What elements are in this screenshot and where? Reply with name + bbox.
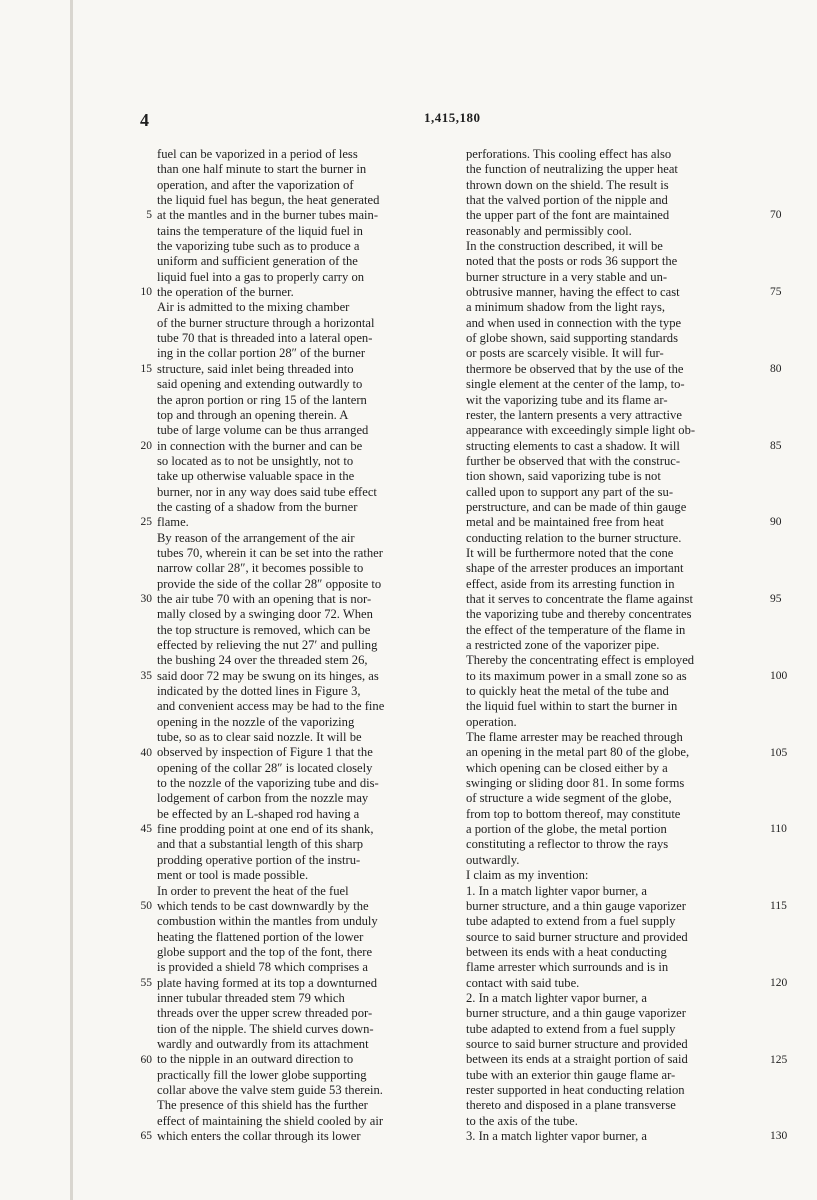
line-number: 40 bbox=[140, 746, 152, 759]
text-line: at the mantles and in the burner tubes main- bbox=[157, 208, 379, 223]
line-number: 100 bbox=[770, 669, 788, 682]
text-line: wardly and outwardly from its attachment bbox=[157, 1036, 369, 1051]
text-line: shape of the arrester produces an important bbox=[466, 561, 684, 576]
text-line: noted that the posts or rods 36 support the bbox=[466, 254, 678, 269]
text-line: In order to prevent the heat of the fuel bbox=[157, 883, 349, 898]
text-line: the upper part of the font are maintained bbox=[466, 208, 670, 223]
text-line: tains the temperature of the liquid fuel in bbox=[157, 223, 363, 238]
text-line: tion of the nipple. The shield curves down- bbox=[157, 1021, 374, 1036]
text-line: thrown down on the shield. The result is bbox=[466, 177, 669, 192]
text-line: which tends to be cast downwardly by the bbox=[157, 898, 369, 913]
text-line: of globe shown, said supporting standards bbox=[466, 331, 678, 346]
text-line: burner structure, and a thin gauge vaporizer bbox=[466, 1006, 686, 1021]
text-line: metal and be maintained free from heat bbox=[466, 515, 664, 530]
line-number: 50 bbox=[140, 900, 152, 913]
line-number: 110 bbox=[770, 823, 787, 836]
line-number: 75 bbox=[770, 286, 782, 299]
line-number: 85 bbox=[770, 439, 782, 452]
text-line: the liquid fuel within to start the burner in bbox=[466, 699, 678, 714]
line-number: 65 bbox=[140, 1130, 152, 1143]
text-line: the operation of the burner. bbox=[157, 285, 294, 300]
text-line: tube, so as to clear said nozzle. It will be bbox=[157, 730, 362, 745]
line-number: 95 bbox=[770, 593, 782, 606]
text-line: structure, said inlet being threaded into bbox=[157, 361, 354, 376]
text-line: a minimum shadow from the light rays, bbox=[466, 300, 666, 315]
text-line: 3. In a match lighter vapor burner, a bbox=[466, 1129, 647, 1143]
line-number: 105 bbox=[770, 746, 788, 759]
text-line: said opening and extending outwardly to bbox=[157, 377, 363, 392]
line-number: 80 bbox=[770, 362, 782, 375]
left-text-column bbox=[157, 147, 455, 1144]
text-line: tubes 70, wherein it can be set into the rather bbox=[157, 545, 383, 560]
text-line: flame arrester which surrounds and is in bbox=[466, 960, 669, 975]
text-line: the top structure is removed, which can be bbox=[157, 622, 371, 637]
text-line: structing elements to cast a shadow. It will bbox=[466, 438, 680, 453]
text-line: appearance with exceedingly simple light ob- bbox=[466, 423, 696, 438]
text-line: plate having formed at its top a downturned bbox=[157, 975, 377, 990]
text-line: 2. In a match lighter vapor burner, a bbox=[466, 990, 647, 1005]
text-line: burner, nor in any way does said tube effect bbox=[157, 484, 377, 499]
line-number: 30 bbox=[140, 593, 152, 606]
text-line: opening in the nozzle of the vaporizing bbox=[157, 714, 355, 729]
text-line: flame. bbox=[157, 515, 189, 530]
text-line: or posts are scarcely visible. It will fur- bbox=[466, 346, 664, 361]
text-line: so located as to not be unsightly, not to bbox=[157, 453, 354, 468]
text-line: of structure a wide segment of the globe, bbox=[466, 791, 672, 806]
line-number: 60 bbox=[140, 1053, 152, 1066]
text-line: which opening can be closed either by a bbox=[466, 760, 668, 775]
text-line: of the burner structure through a horizontal bbox=[157, 315, 375, 330]
text-line: the apron portion or ring 15 of the lantern bbox=[157, 392, 367, 407]
text-line: a restricted zone of the vaporizer pipe. bbox=[466, 638, 660, 652]
text-line: from top to bottom thereof, may constitute bbox=[466, 806, 681, 821]
text-line: reasonably and permissibly cool. bbox=[466, 223, 632, 238]
text-line: the air tube 70 with an opening that is nor- bbox=[157, 591, 372, 606]
text-line: called upon to support any part of the su- bbox=[466, 484, 674, 499]
line-number: 55 bbox=[140, 976, 152, 989]
text-line: By reason of the arrangement of the air bbox=[157, 530, 355, 545]
text-line: perforations. This cooling effect has also bbox=[466, 147, 672, 161]
text-line: the casting of a shadow from the burner bbox=[157, 499, 358, 514]
text-line: threads over the upper screw threaded por- bbox=[157, 1006, 373, 1021]
text-line: take up otherwise valuable space in the bbox=[157, 469, 355, 484]
text-line: to quickly heat the metal of the tube and bbox=[466, 684, 669, 699]
page-edge-shadow bbox=[70, 0, 73, 1200]
text-line: effect, aside from its arresting function in bbox=[466, 576, 675, 591]
text-line: opening of the collar 28″ is located closely bbox=[157, 760, 373, 775]
text-line: to the nipple in an outward direction to bbox=[157, 1052, 354, 1067]
text-line: constituting a reflector to throw the rays bbox=[466, 837, 669, 852]
line-number: 35 bbox=[140, 669, 152, 682]
text-line: the liquid fuel has begun, the heat generated bbox=[157, 193, 380, 208]
text-line: mally closed by a swinging door 72. When bbox=[157, 607, 373, 622]
text-line: I claim as my invention: bbox=[466, 868, 589, 883]
text-line: rester supported in heat conducting relation bbox=[466, 1082, 685, 1097]
page-number: 4 bbox=[140, 110, 149, 130]
text-line: further be observed that with the construc- bbox=[466, 453, 681, 468]
text-line: contact with said tube. bbox=[466, 975, 580, 990]
text-line: globe support and the top of the font, there bbox=[157, 944, 373, 959]
text-line: heating the flattened portion of the lower bbox=[157, 929, 364, 944]
text-line: tube with an exterior thin gauge flame ar- bbox=[466, 1067, 676, 1082]
text-line: obtrusive manner, having the effect to cast bbox=[466, 285, 680, 300]
text-line: the function of neutralizing the upper heat bbox=[466, 162, 678, 177]
text-line: fuel can be vaporized in a period of less bbox=[157, 147, 358, 161]
text-line: perstructure, and can be made of thin gauge bbox=[466, 499, 687, 514]
text-line: the vaporizing tube such as to produce a bbox=[157, 239, 360, 254]
line-number: 25 bbox=[140, 516, 152, 529]
text-line: that the valved portion of the nipple and bbox=[466, 193, 668, 208]
text-line: source to said burner structure and provided bbox=[466, 1036, 688, 1051]
text-line: burner structure, and a thin gauge vaporizer bbox=[466, 898, 686, 913]
text-line: and that a substantial length of this sharp bbox=[157, 837, 364, 852]
text-line: operation, and after the vaporization of bbox=[157, 177, 354, 192]
text-line: ing in the collar portion 28″ of the burner bbox=[157, 346, 366, 361]
text-line: outwardly. bbox=[466, 852, 520, 867]
line-number: 45 bbox=[140, 823, 152, 836]
line-number: 130 bbox=[770, 1130, 788, 1143]
text-line: is provided a shield 78 which comprises a bbox=[157, 960, 368, 975]
line-number: 90 bbox=[770, 516, 782, 529]
right-text-column bbox=[466, 147, 766, 1144]
text-line: collar above the valve stem guide 53 therein. bbox=[157, 1082, 383, 1097]
text-line: The flame arrester may be reached through bbox=[466, 730, 683, 745]
text-line: combustion within the mantles from unduly bbox=[157, 914, 378, 929]
text-line: single element at the center of the lamp, to- bbox=[466, 377, 685, 392]
text-line: between its ends with a heat conducting bbox=[466, 944, 667, 959]
text-line: conducting relation to the burner structure. bbox=[466, 530, 682, 545]
text-line: the vaporizing tube and thereby concentrates bbox=[466, 607, 692, 622]
text-line: narrow collar 28″, it becomes possible to bbox=[157, 561, 364, 576]
text-line: In the construction described, it will be bbox=[466, 239, 663, 254]
line-number: 10 bbox=[140, 286, 152, 299]
text-line: burner structure in a very stable and un- bbox=[466, 269, 668, 284]
text-line: to the axis of the tube. bbox=[466, 1113, 578, 1128]
text-line: tube of large volume can be thus arranged bbox=[157, 423, 369, 438]
text-line: swinging or sliding door 81. In some forms bbox=[466, 776, 685, 791]
text-line: an opening in the metal part 80 of the globe, bbox=[466, 745, 690, 760]
text-line: rester, the lantern presents a very attractive bbox=[466, 407, 682, 422]
text-line: wit the vaporizing tube and its flame ar- bbox=[466, 392, 668, 407]
text-line: ment or tool is made possible. bbox=[157, 868, 309, 883]
text-line: lodgement of carbon from the nozzle may bbox=[157, 791, 369, 806]
text-line: operation. bbox=[466, 714, 517, 729]
text-line: provide the side of the collar 28″ opposite to bbox=[157, 576, 382, 591]
text-line: fine prodding point at one end of its shank, bbox=[157, 822, 374, 837]
text-line: tion shown, said vaporizing tube is not bbox=[466, 469, 661, 484]
text-line: indicated by the dotted lines in Figure 3, bbox=[157, 684, 361, 699]
text-line: liquid fuel into a gas to properly carry on bbox=[157, 269, 365, 284]
text-line: to its maximum power in a small zone so as bbox=[466, 668, 687, 683]
text-line: source to said burner structure and provided bbox=[466, 929, 688, 944]
text-line: to the nozzle of the vaporizing tube and dis- bbox=[157, 776, 379, 791]
text-line: said door 72 may be swung on its hinges, as bbox=[157, 668, 379, 683]
line-number: 20 bbox=[140, 439, 152, 452]
text-line: and convenient access may be had to the fine bbox=[157, 699, 385, 714]
text-line: uniform and sufficient generation of the bbox=[157, 254, 358, 269]
text-line: and when used in connection with the type bbox=[466, 315, 682, 330]
text-line: practically fill the lower globe supporting bbox=[157, 1067, 367, 1082]
text-line: tube adapted to extend from a fuel supply bbox=[466, 914, 676, 929]
text-line: Air is admitted to the mixing chamber bbox=[157, 300, 350, 315]
text-line: top and through an opening therein. A bbox=[157, 407, 349, 422]
text-line: which enters the collar through its lower bbox=[157, 1129, 361, 1143]
text-line: observed by inspection of Figure 1 that the bbox=[157, 745, 373, 760]
text-line: The presence of this shield has the further bbox=[157, 1098, 368, 1113]
line-number: 125 bbox=[770, 1053, 788, 1066]
text-line: between its ends at a straight portion of said bbox=[466, 1052, 688, 1067]
text-line: that it serves to concentrate the flame against bbox=[466, 591, 693, 606]
line-number: 115 bbox=[770, 900, 787, 913]
text-line: inner tubular threaded stem 79 which bbox=[157, 990, 345, 1005]
text-line: thereto and disposed in a plane transverse bbox=[466, 1098, 676, 1113]
patent-number: 1,415,180 bbox=[424, 110, 481, 125]
text-line: effect of maintaining the shield cooled by air bbox=[157, 1113, 384, 1128]
text-line: be effected by an L-shaped rod having a bbox=[157, 806, 360, 821]
line-number: 120 bbox=[770, 976, 788, 989]
text-line: in connection with the burner and can be bbox=[157, 438, 363, 453]
text-line: a portion of the globe, the metal portion bbox=[466, 822, 667, 837]
text-line: tube adapted to extend from a fuel supply bbox=[466, 1021, 676, 1036]
line-number: 15 bbox=[140, 362, 152, 375]
text-line: Thereby the concentrating effect is employed bbox=[466, 653, 695, 668]
line-number: 70 bbox=[770, 209, 782, 222]
text-line: tube 70 that is threaded into a lateral open- bbox=[157, 331, 373, 346]
text-line: the effect of the temperature of the flame in bbox=[466, 622, 686, 637]
text-line: than one half minute to start the burner in bbox=[157, 162, 367, 177]
line-number: 5 bbox=[146, 209, 152, 222]
text-line: It will be furthermore noted that the cone bbox=[466, 545, 674, 560]
text-line: 1. In a match lighter vapor burner, a bbox=[466, 883, 647, 898]
text-line: the bushing 24 over the threaded stem 26, bbox=[157, 653, 368, 668]
text-line: prodding operative portion of the instru- bbox=[157, 852, 361, 867]
text-line: effected by relieving the nut 27′ and pulling bbox=[157, 638, 378, 652]
text-line: thermore be observed that by the use of the bbox=[466, 361, 684, 376]
